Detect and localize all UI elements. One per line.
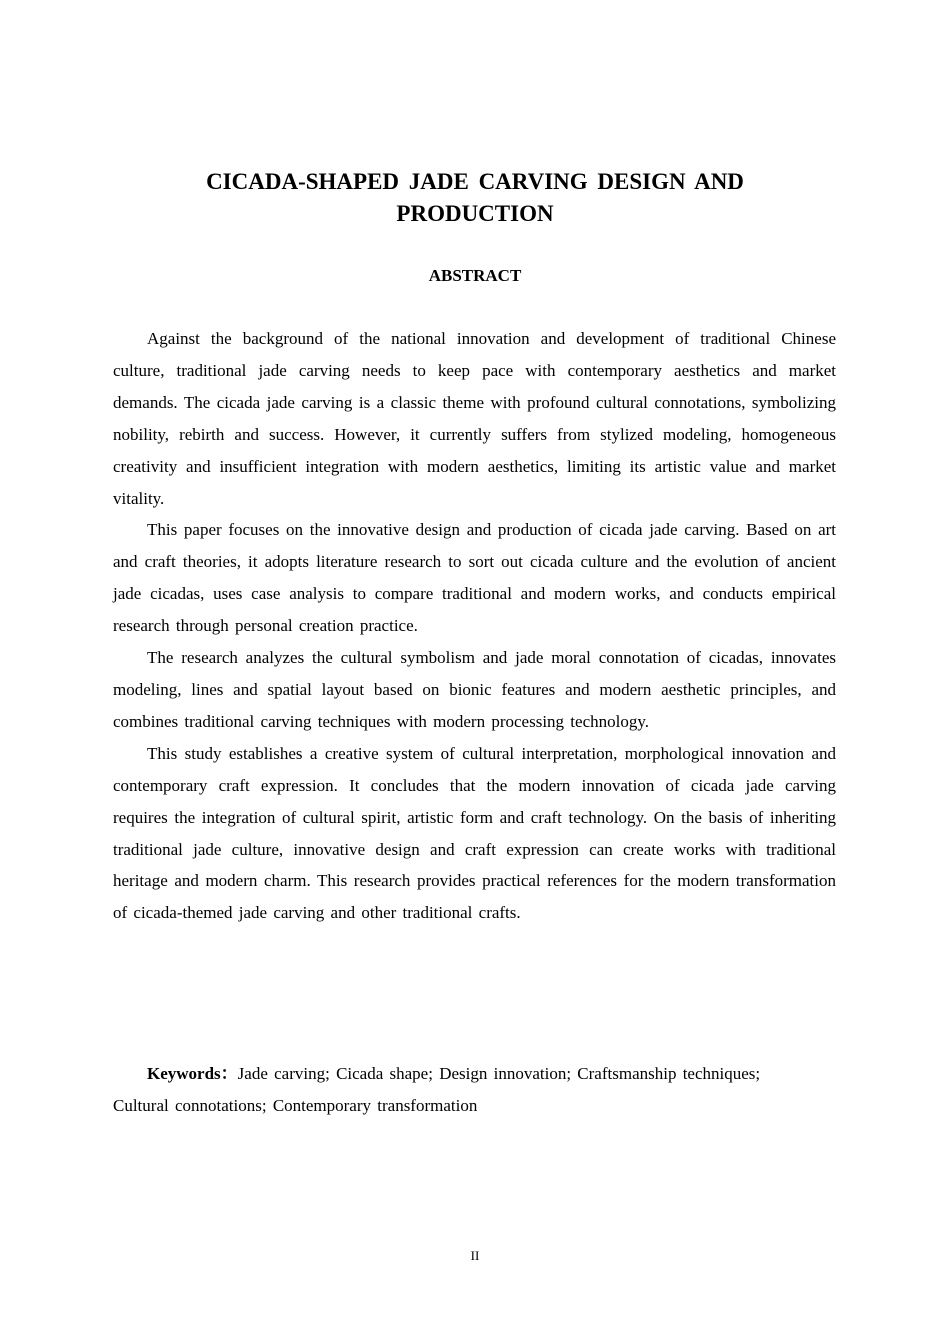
abstract-paragraph-4: This study establishes a creative system of cultural interpretation, morphological innovation and contemporary craft expression. It concludes that the modern innovation of cicada jade carving requires the integration of cultural spirit, artistic form and craft technology. On the basis of inheriting traditional jade culture, innovative design and craft expression can create works with traditional heritage and modern charm. This research provides practical references for the modern transformation of cicada-themed jade carving and other traditional crafts. (113, 743, 836, 923)
keywords-text: Jade carving; Cicada shape; Design innovation; Craftsmanship techniques; Cultural connotations; Contemporary transformation (113, 1064, 761, 1115)
keywords-label: Keywords： (147, 1064, 238, 1083)
abstract-body (113, 323, 836, 929)
abstract-paragraph-1: Against the background of the national innovation and development of traditional Chinese culture, traditional jade carving needs to keep pace with contemporary aesthetics and market demands. The cicada jade carving is a classic theme with profound cultural connotations, symbolizing nobility, rebirth and success. However, it currently suffers from stylized modeling, homogeneous creativity and insufficient integration with modern aesthetics, limiting its artistic value and market vitality. (113, 329, 836, 508)
abstract-paragraph-3: The research analyzes the cultural symbolism and jade moral connotation of cicadas, innovates modeling, lines and spatial layout based on bionic features and modern aesthetic principles, and combines traditional carving techniques with modern processing technology. (113, 648, 836, 731)
abstract-paragraph-2: This paper focuses on the innovative design and production of cicada jade carving. Based on art and craft theories, it adopts literature research to sort out cicada culture and the evolution of ancient jade cicadas, uses case analysis to compare traditional and modern works, and conducts empirical research through personal creation practice. (113, 520, 836, 636)
paper-title: CICADA-SHAPED JADE CARVING DESIGN AND PRODUCTION (206, 169, 744, 226)
keywords (113, 1058, 763, 1121)
abstract-heading: ABSTRACT (428, 266, 522, 285)
page-number: II (470, 1248, 480, 1263)
